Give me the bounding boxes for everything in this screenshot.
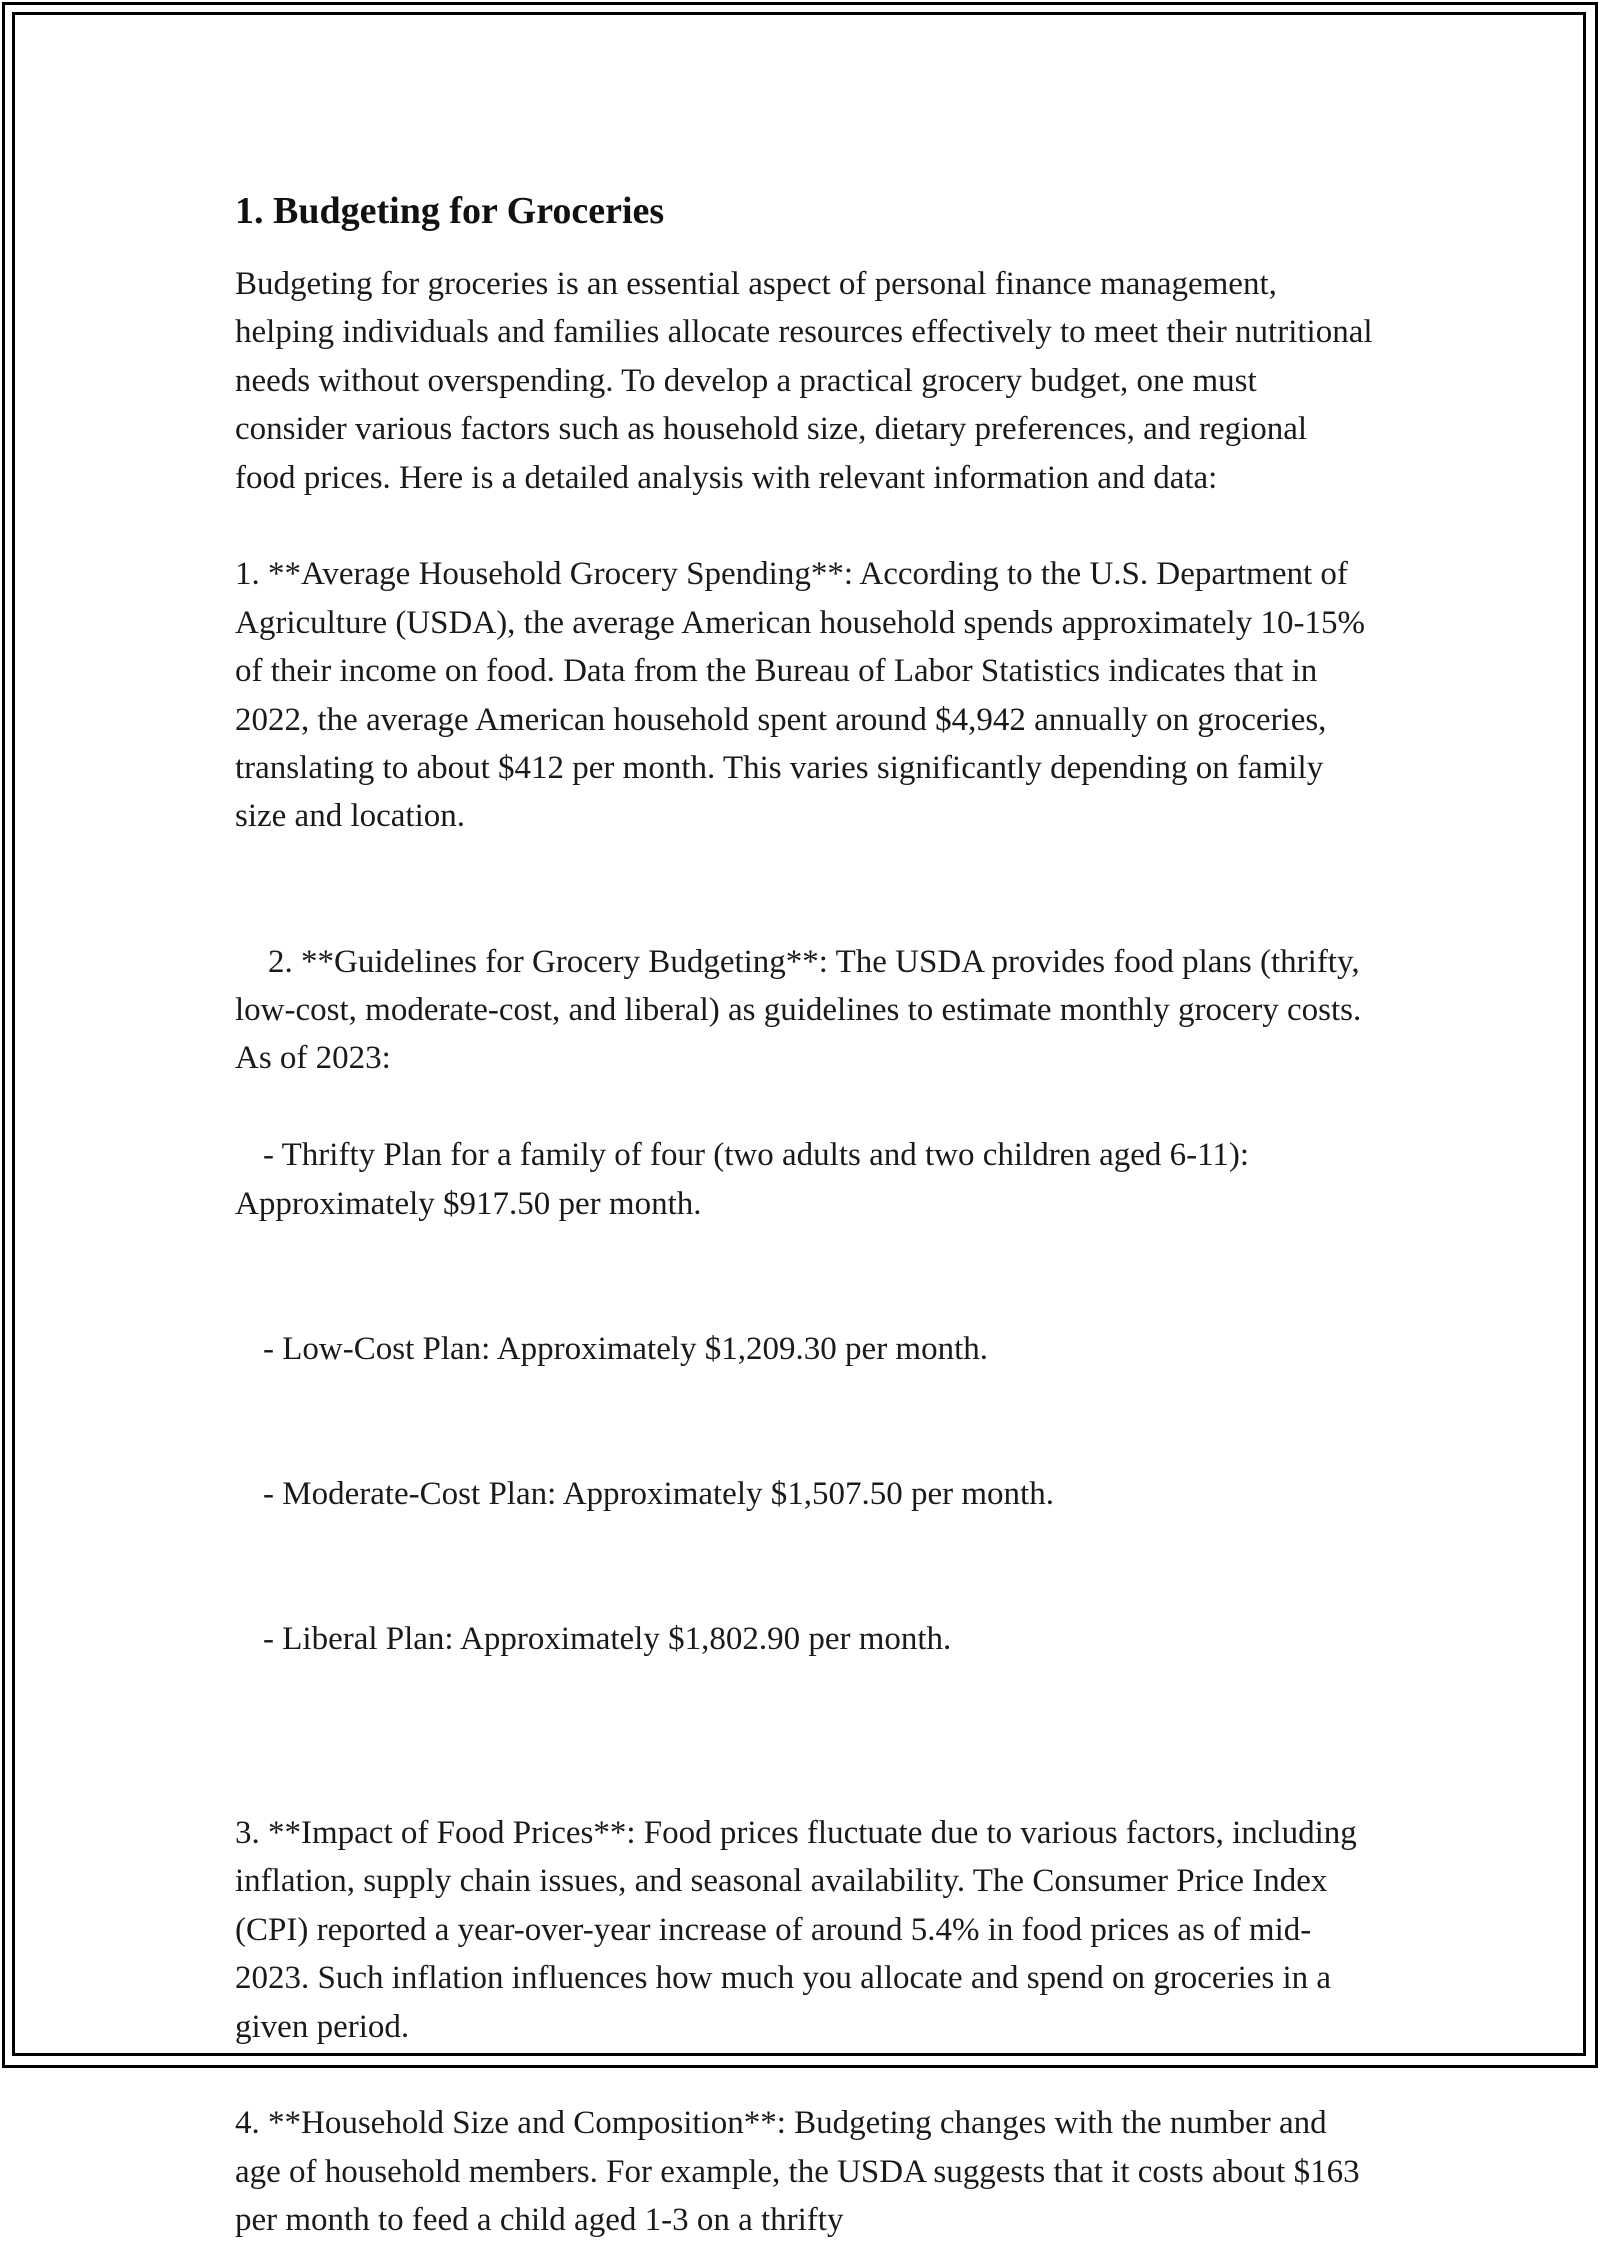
section-heading: 1. Budgeting for Groceries xyxy=(235,190,665,232)
item-household-size: 4. **Household Size and Composition**: Budgeting changes with the number and age of household members. For example, the USDA suggests that it costs about $163 per month to feed a child aged 1-3 on a thrifty xyxy=(235,2105,1368,2239)
item-food-prices: 3. **Impact of Food Prices**: Food prices fluctuate due to various factors, including inflation, supply chain issues, and seasonal availability. The Consumer Price Index (CPI) reported a year-over-year increase of around 5.4% in food prices as of mid-2023. Such inflation influences how much you allocate and spend on groceries in a given period. xyxy=(235,1814,1366,2045)
item-average-spending: 1. **Average Household Grocery Spending**: According to the U.S. Department of Agriculture (USDA), the average American household spends approximately 10-15% of their income on food. Data from the Bureau of Labor Statistics indicates that in 2022, the average American household spent around $4,942 annually on groceries, translating to about $412 per month. This varies significantly depending on family size and location. xyxy=(235,556,1374,835)
plan-moderate-cost: - Moderate-Cost Plan: Approximately $1,507.50 per month. xyxy=(263,1476,1054,1513)
item-guidelines xyxy=(235,889,1375,1760)
intro-paragraph: Budgeting for groceries is an essential aspect of personal finance management, helping individuals and families allocate resources effectively to meet their nutritional needs without overspending. To develop a practical grocery budget, one must consider various factors such as household size, dietary preferences, and regional food prices. Here is a detailed analysis with relevant information and data: xyxy=(235,266,1381,496)
plan-low-cost: - Low-Cost Plan: Approximately $1,209.30 per month. xyxy=(263,1330,989,1367)
plan-liberal: - Liberal Plan: Approximately $1,802.90 per month. xyxy=(263,1621,952,1658)
plan-thrifty: - Thrifty Plan for a family of four (two adults and two children aged 6-11): Approximately $917.50 per month. xyxy=(235,1137,1256,1222)
document-page xyxy=(235,186,1381,2245)
item-guidelines-intro: 2. **Guidelines for Grocery Budgeting**: The USDA provides food plans (thrifty, low-cost, moderate-cost, and liberal) as guidelines to estimate monthly grocery costs. As of 2023: xyxy=(235,943,1368,1077)
